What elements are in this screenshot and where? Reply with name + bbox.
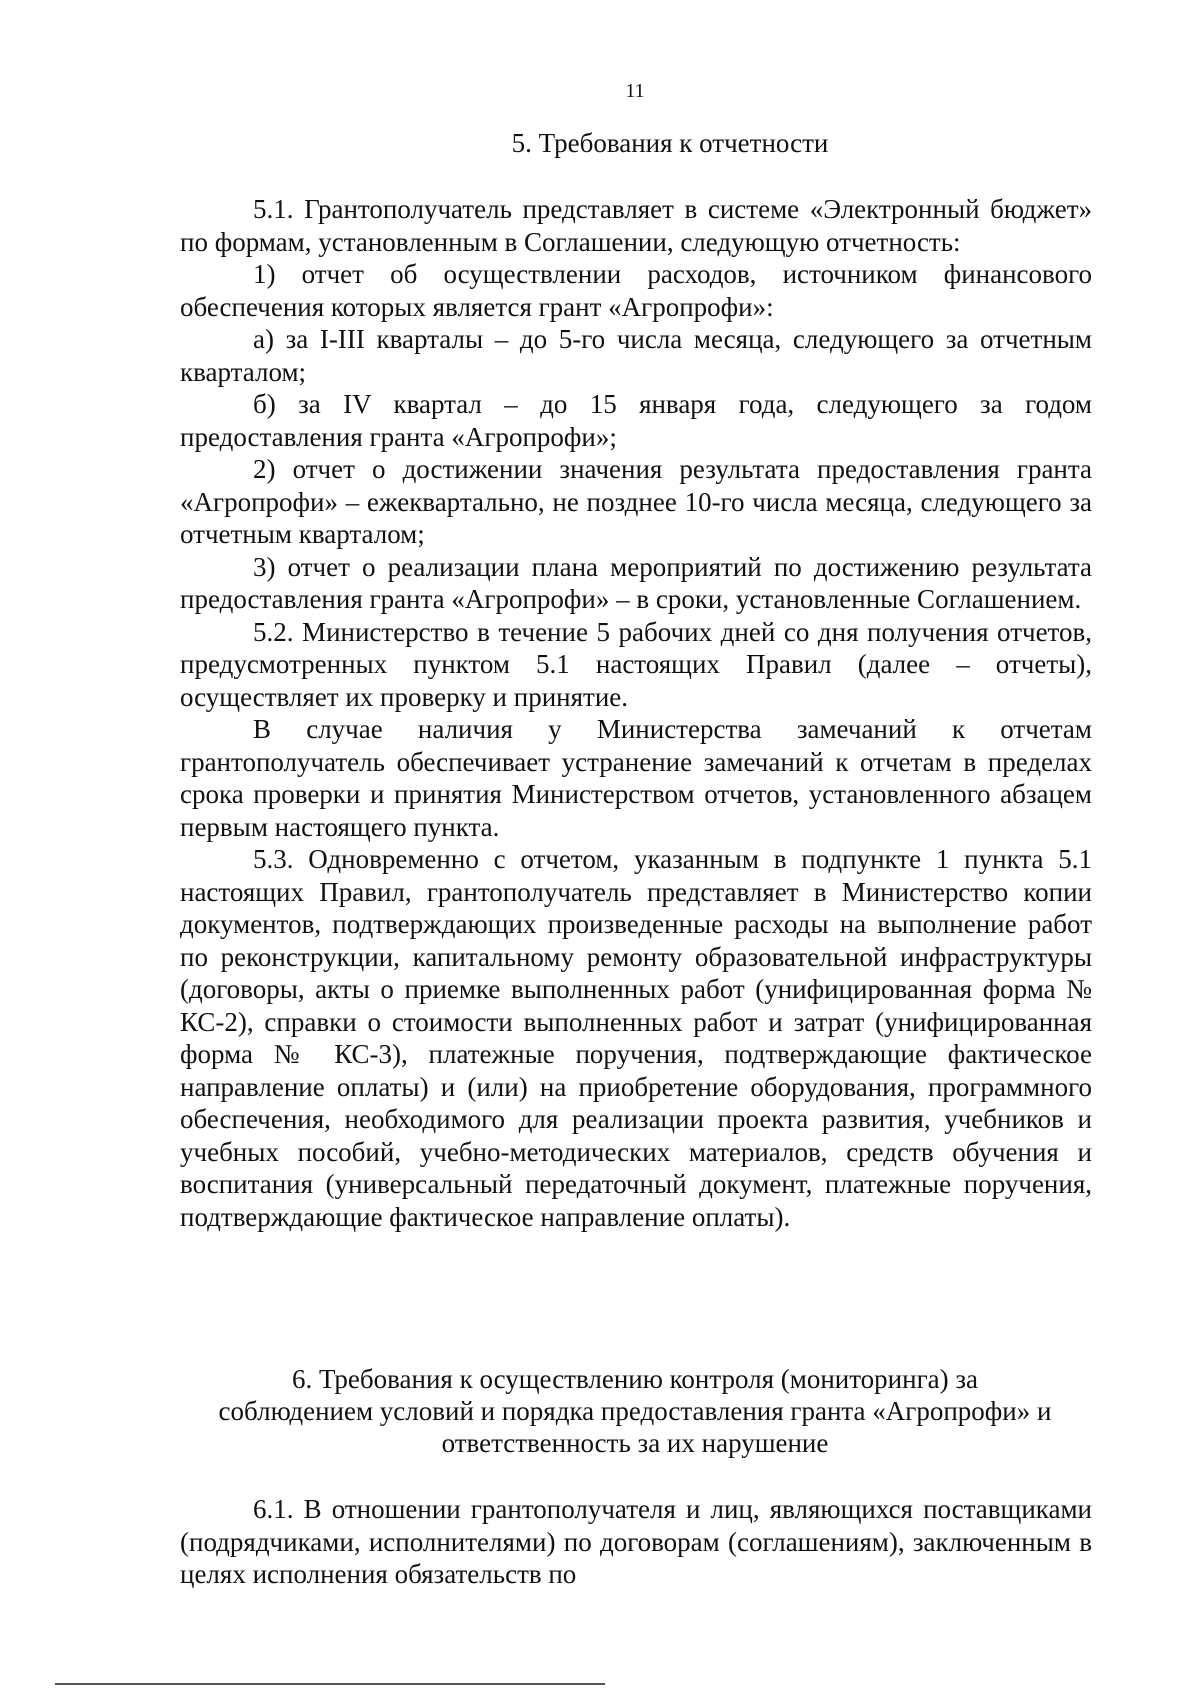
paragraph-5-1-item-2: 2) отчет о достижении значения результата предоставления гранта «Агропрофи» – ежеквартально, не позднее 10-го числа месяца, следующего за отчетным кварталом; (180, 454, 1092, 549)
section-6-heading-line-2: соблюдением условий и порядка предоставления гранта «Агропрофи» и (218, 1396, 1052, 1426)
paragraph-5-1-item-1b: б) за IV квартал – до 15 января года, следующего за годом предоставления гранта «Агропрофи»; (180, 389, 1092, 452)
paragraph-5-3: 5.3. Одновременно с отчетом, указанным в подпункте 1 пункта 5.1 настоящих Правил, грантополучатель представляет в Министерство копии документов, подтверждающих произведенные расходы на выполнение работ по реконструкции, капитальному ремонту образовательной инфраструктуры (договоры, акты о приемке выполненных работ (унифицированная форма № КС-2), справки о стоимости выполненных работ и затрат (унифицированная форма № КС-3), платежные поручения, подтверждающие фактическое направление оплаты) и (или) на приобретение оборудования, программного обеспечения, необходимого для реализации проекта развития, учебников и учебных пособий, учебно-методических материалов, средств обучения и воспитания (универсальный передаточный документ, платежные поручения, подтверждающие фактическое направление оплаты). (180, 844, 1092, 1232)
section-6-body (180, 1493, 1092, 1591)
paragraph-5-1-item-1: 1) отчет об осуществлении расходов, источником финансового обеспечения которых является грант «Агропрофи»: (180, 259, 1092, 322)
paragraph-6-1: 6.1. В отношении грантополучателя и лиц, являющихся поставщиками (подрядчиками, исполнителями) по договорам (соглашениям), заключенным в целях исполнения обязательств по (180, 1494, 1092, 1589)
section-6-heading-line-3: ответственность за их нарушение (441, 1428, 829, 1458)
section-5-heading: 5. Требования к отчетности (511, 128, 829, 158)
page-edge-line (55, 1683, 605, 1685)
section-6-heading (185, 1363, 1085, 1459)
paragraph-5-1-item-1a: а) за I-III кварталы – до 5-го числа месяца, следующего за отчетным кварталом; (180, 324, 1092, 387)
paragraph-5-1: 5.1. Грантополучатель представляет в системе «Электронный бюджет» по формам, установленным в Соглашении, следующую отчетность: (180, 194, 1092, 257)
page-number: 11 (625, 80, 645, 102)
paragraph-5-1-item-3: 3) отчет о реализации плана мероприятий по достижению результата предоставления гранта «Агропрофи» – в сроки, установленные Соглашением. (180, 551, 1092, 614)
paragraph-5-2-second: В случае наличия у Министерства замечаний к отчетам грантополучатель обеспечивает устранение замечаний к отчетам в пределах срока проверки и принятия Министерством отчетов, установленного абзацем первым настоящего пункта. (180, 714, 1092, 842)
section-5-body (180, 193, 1092, 1233)
section-6-heading-line-1: 6. Требования к осуществлению контроля (мониторинга) за (291, 1364, 979, 1394)
paragraph-5-2: 5.2. Министерство в течение 5 рабочих дней со дня получения отчетов, предусмотренных пунктом 5.1 настоящих Правил (далее – отчеты), осуществляет их проверку и принятие. (180, 616, 1092, 712)
